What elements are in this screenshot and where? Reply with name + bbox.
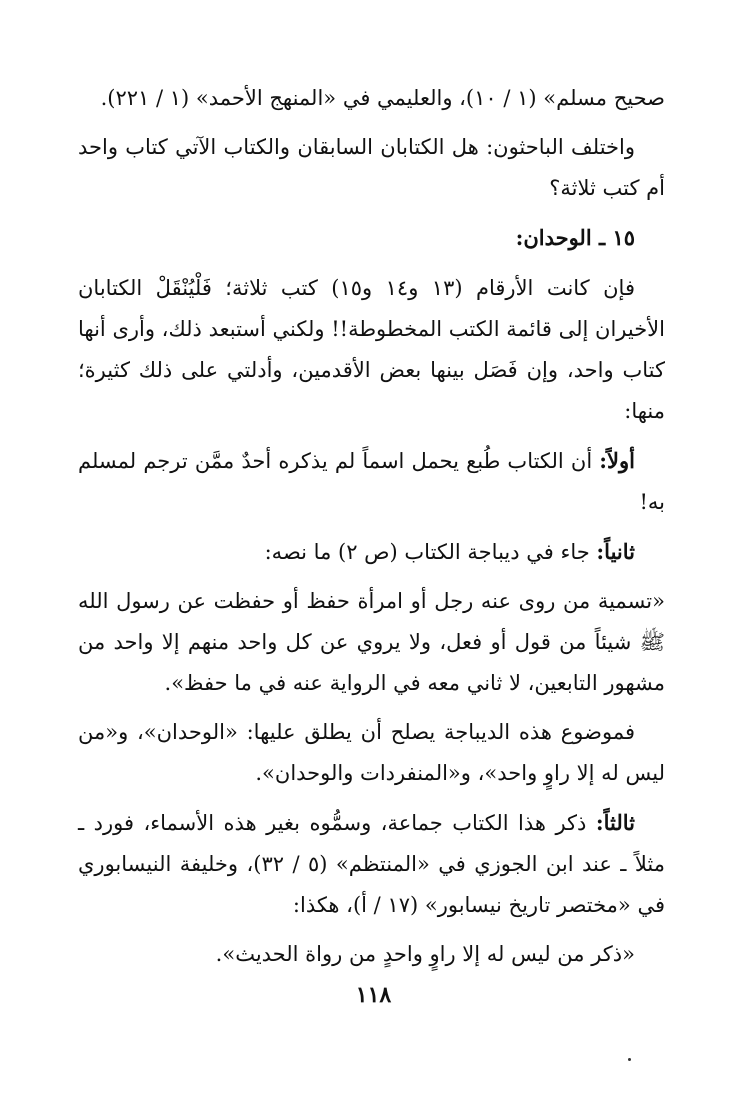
paragraph-argument [78, 268, 665, 432]
paragraph-text: «ذكر من ليس له إلا راوٍ واحدٍ من رواة الحديث». [215, 942, 635, 966]
paragraph-text: «تسمية من روى عنه رجل أو امرأة حفظ أو حفظت عن رسول الله ﷺ شيئاً من قول أو فعل، ولا يروي عن كل واحد منهم إلا واحد من مشهور التابعين، لا ثاني معه في الرواية عنه في ما حفظ». [78, 589, 665, 695]
paragraph-third-point [78, 802, 665, 926]
paragraph-citation [78, 78, 665, 119]
lead-label: ثانياً: [596, 539, 635, 564]
scan-speck [628, 1058, 631, 1061]
paragraph-text: فموضوع هذه الديباجة يصلح أن يطلق عليها: «الوحدان»، و«من ليس له إلا راوٍ واحد»، و«المنفردات والوحدان». [78, 720, 665, 785]
paragraph-topic [78, 712, 665, 794]
paragraph-researchers [78, 127, 665, 209]
paragraph-first-point [78, 440, 665, 523]
paragraph-final-quote [78, 934, 665, 975]
lead-label: أولاً: [599, 448, 635, 473]
paragraph-text: صحيح مسلم» (١ / ١٠)، والعليمي في «المنهج الأحمد» (١ / ٢٢١). [100, 86, 665, 110]
paragraph-text: واختلف الباحثون: هل الكتابان السابقان والكتاب الآتي كتاب واحد أم كتب ثلاثة؟ [78, 135, 665, 200]
page-number: ١١٨ [355, 982, 392, 1008]
section-heading [78, 217, 665, 258]
paragraph-text: ذكر هذا الكتاب جماعة، وسمُّوه بغير هذه الأسماء، فورد ـ مثلاً ـ عند ابن الجوزي في «المنتظم» (٥ / ٣٢)، وخليفة النيسابوري في «مختصر تاريخ نيسابور» (١٧ / أ)، هكذا: [78, 811, 665, 917]
paragraph-quotation [78, 581, 665, 704]
paragraph-second-point [78, 531, 665, 573]
lead-label: ثالثاً: [595, 810, 635, 835]
heading-text: ١٥ ـ الوحدان: [515, 225, 635, 250]
paragraph-text: أن الكتاب طُبع يحمل اسماً لم يذكره أحدٌ ممَّن ترجم لمسلم به! [78, 449, 665, 514]
paragraph-text: جاء في ديباجة الكتاب (ص ٢) ما نصه: [264, 540, 597, 564]
paragraph-text: فإن كانت الأرقام (١٣ و١٤ و١٥) كتب ثلاثة؛ فَلْيُنْقَلْ الكتابان الأخيران إلى قائمة الكتب المخطوطة!! ولكني أستبعد ذلك، وأرى أنها كتاب واحد، وإن فَصَل بينها بعض الأقدمين، وأدلتي على ذلك كثيرة؛ منها: [78, 276, 665, 423]
page-text [78, 78, 665, 983]
